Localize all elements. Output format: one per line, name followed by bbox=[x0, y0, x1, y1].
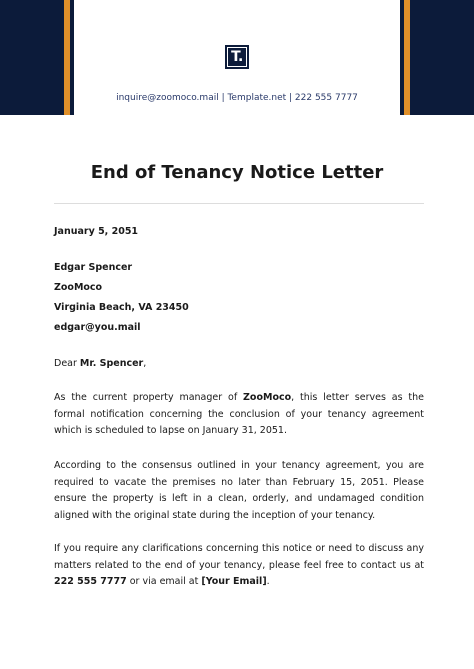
p3-text-b: or via email at bbox=[126, 576, 202, 587]
p3-text-a: If you require any clarifications concerning this notice or need to discuss any matters related to the end of your tenancy, please feel free to contact us at bbox=[54, 543, 424, 571]
p3-text-c: . bbox=[266, 576, 270, 587]
p1-text-a: As the current property manager of bbox=[54, 392, 244, 403]
p1-company: ZooMoco bbox=[243, 392, 292, 403]
p3-phone: 222 555 7777 bbox=[54, 576, 127, 587]
salutation-name: Mr. Spencer bbox=[79, 358, 144, 369]
paragraph-3 bbox=[54, 541, 424, 591]
paragraph-1 bbox=[54, 390, 424, 440]
salutation-suffix: , bbox=[143, 358, 147, 369]
recipient-company: ZooMoco bbox=[54, 282, 103, 293]
right-navy-band bbox=[410, 0, 474, 115]
recipient-email: edgar@you.mail bbox=[54, 322, 141, 333]
p1-text-b: , this letter serves as the formal notification concerning the conclusion of your tenancy agreement which is scheduled to lapse on January 31, 2051. bbox=[54, 392, 424, 436]
recipient-name: Edgar Spencer bbox=[54, 262, 133, 273]
paragraph-2: According to the consensus outlined in your tenancy agreement, you are required to vacate the premises no later than February 15, 2051. Please ensure the property is left in a clean, orderly, and undamaged condition aligned with the original state during the inception of your tenancy. bbox=[54, 460, 424, 521]
left-navy-band bbox=[0, 0, 64, 115]
p3-email: [Your Email] bbox=[201, 576, 267, 587]
letter-date: January 5, 2051 bbox=[54, 226, 139, 237]
salutation-prefix: Dear bbox=[54, 358, 80, 369]
recipient-address: Virginia Beach, VA 23450 bbox=[54, 302, 189, 313]
title-divider bbox=[54, 203, 424, 204]
contact-line: inquire@zoomoco.mail | Template.net | 222 555 7777 bbox=[116, 93, 358, 103]
letter-title: End of Tenancy Notice Letter bbox=[90, 162, 384, 183]
salutation bbox=[54, 356, 424, 373]
header-banner bbox=[0, 0, 474, 115]
company-logo: T. bbox=[225, 45, 249, 69]
